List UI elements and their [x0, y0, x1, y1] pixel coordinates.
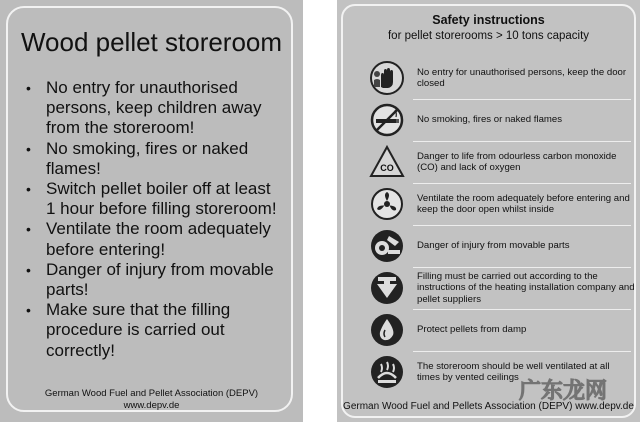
vented-ceiling-icon	[369, 354, 405, 390]
bullet-icon: •	[26, 221, 31, 238]
right-sign-subtitle: for pellet storerooms > 10 tons capacity	[387, 30, 590, 42]
safety-text: Filling must be carried out according to the instructions of the heating installation company and pellet suppliers	[417, 270, 635, 305]
safety-text: Danger of injury from movable parts	[417, 240, 570, 252]
co-warning-icon	[369, 144, 405, 180]
stop-hand-icon	[369, 60, 405, 96]
bullet-item: • No smoking, fires or naked flames!	[26, 138, 249, 178]
right-sign	[337, 0, 640, 422]
bullet-item: • Danger of injury from movable parts!	[26, 259, 274, 300]
bullet-item: • No entry for unauthorised persons, keep children away from the storeroom!	[26, 78, 262, 138]
safety-row	[367, 310, 635, 352]
filling-instructions-icon	[369, 270, 405, 306]
left-sign-footer: German Wood Fuel and Pellet Association (DEPV) www.depv.de	[44, 388, 259, 411]
safety-row	[367, 142, 635, 184]
protect-from-damp-icon	[369, 312, 405, 348]
bullet-icon: •	[26, 261, 31, 278]
safety-row	[367, 268, 635, 310]
safety-row	[367, 100, 635, 142]
no-smoking-icon	[369, 102, 405, 138]
bullet-item: • Switch pellet boiler off at least 1 hour before filling storeroom!	[26, 179, 277, 219]
ventilation-fan-icon	[369, 186, 405, 222]
watermark-logo	[511, 376, 615, 404]
bullet-item: • Ventilate the room adequately before entering!	[26, 219, 271, 259]
safety-row	[367, 58, 635, 100]
safety-text: Danger to life from odourless carbon monoxide (CO) and lack of oxygen	[417, 150, 617, 173]
bullet-icon: •	[26, 302, 31, 319]
bullet-item: • Make sure that the filling procedure is carried out correctly!	[26, 300, 231, 360]
co-icon-label: CO	[380, 163, 394, 173]
moving-parts-icon	[369, 228, 405, 264]
watermark-text: 广东龙网	[518, 379, 608, 404]
safety-text: The storeroom should be well ventilated at all times by vented ceilings	[417, 360, 610, 383]
safety-text: No smoking, fires or naked flames	[417, 114, 563, 126]
left-bullet-list	[22, 78, 284, 361]
safety-row	[367, 226, 635, 268]
bullet-icon: •	[26, 140, 31, 157]
bullet-icon: •	[26, 80, 31, 96]
left-sign	[0, 0, 303, 422]
left-sign-title: Wood pellet storeroom	[20, 27, 283, 57]
right-sign-title: Safety instructions	[432, 13, 545, 27]
safety-text: No entry for unauthorised persons, keep the door closed	[417, 66, 627, 89]
safety-text: Ventilate the room adequately before entering and keep the door open whilst inside	[417, 192, 630, 215]
bullet-icon: •	[26, 181, 31, 198]
safety-text: Protect pellets from damp	[417, 324, 527, 336]
safety-row	[367, 184, 635, 226]
right-sign-footer: German Wood Fuel and Pellets Association (DEPV) www.depv.de	[343, 401, 634, 412]
